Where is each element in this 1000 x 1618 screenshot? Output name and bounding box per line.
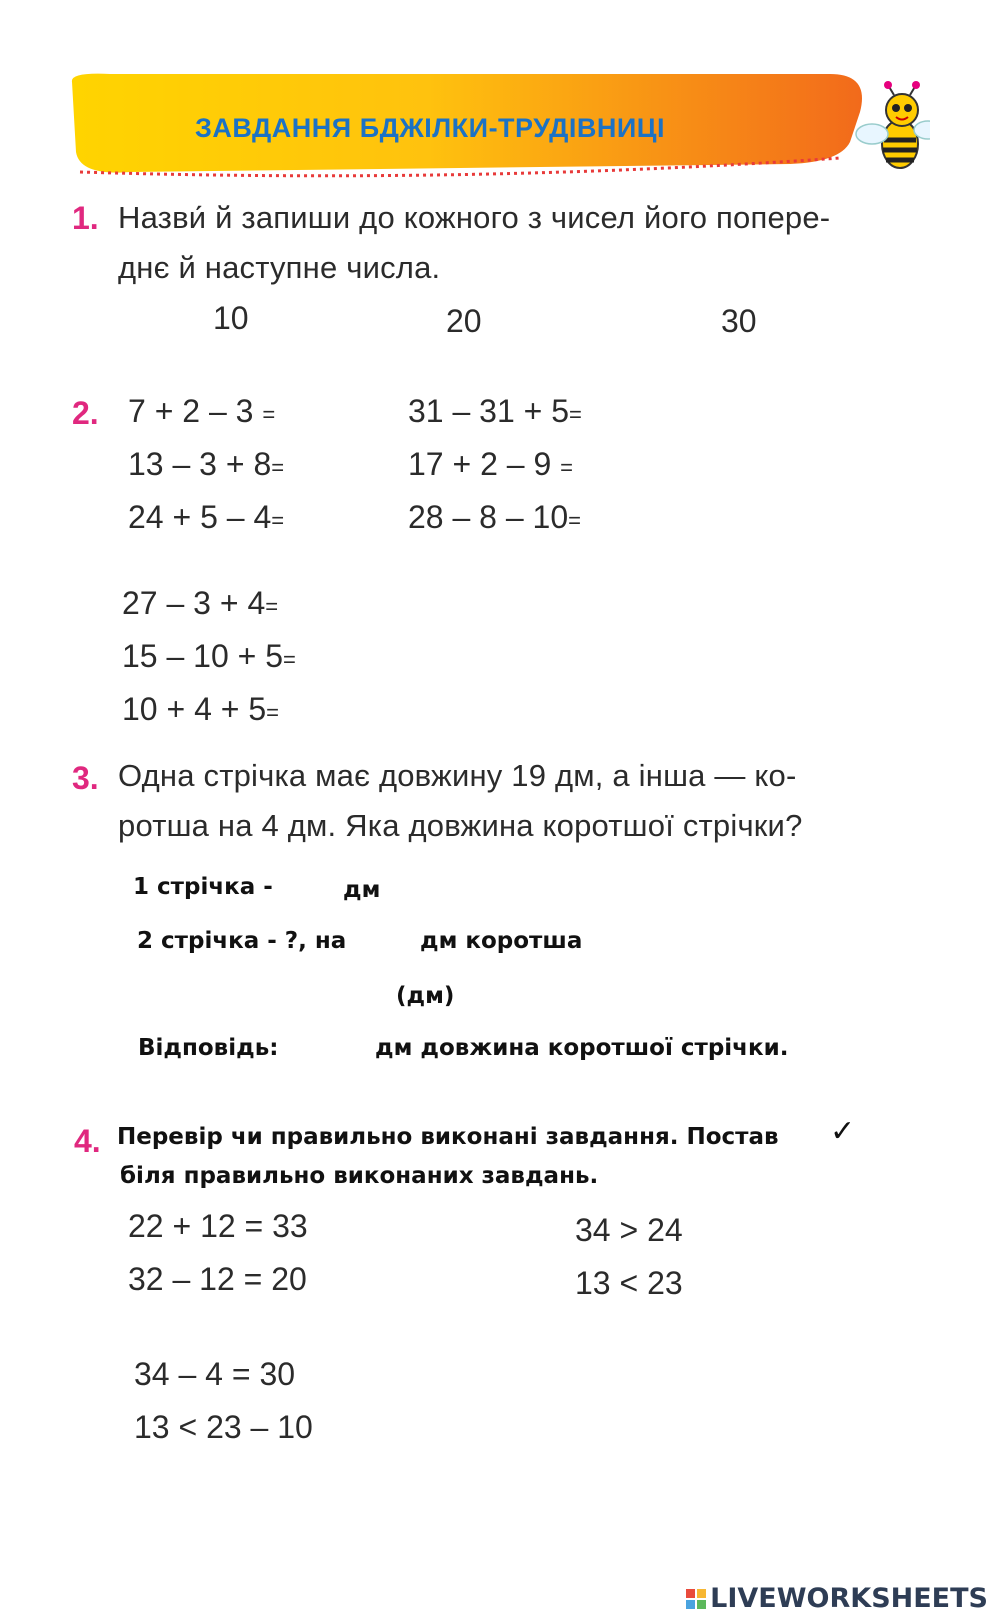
logo-icon (686, 1589, 706, 1609)
task4-statement: 13 < 23 (575, 1265, 683, 1301)
task4-statement: 22 + 12 = 33 (128, 1208, 308, 1244)
task2-expression: 17 + 2 – 9 = (408, 446, 573, 482)
task2-expression: 13 – 3 + 8= (128, 446, 285, 482)
task4-text-line1: Перевір чи правильно виконані завдання. Постав (117, 1124, 779, 1150)
task2-expression: 31 – 31 + 5= (408, 393, 582, 429)
ribbon1-unit: дм (343, 877, 381, 903)
solution-unit: (дм) (396, 983, 455, 1009)
task1-number-10: 10 (213, 300, 249, 336)
page-title: ЗАВДАННЯ БДЖІЛКИ-ТРУДІВНИЦІ (195, 113, 665, 143)
task2-expression: 24 + 5 – 4= (128, 499, 285, 535)
task2-expression: 10 + 4 + 5= (122, 691, 279, 727)
task1-text-line2: днє й наступне числа. (118, 250, 441, 285)
task3-text-line2: ротша на 4 дм. Яка довжина коротшої стрічки? (118, 808, 803, 843)
task4-statement: 32 – 12 = 20 (128, 1261, 307, 1297)
task3-text-line1: Одна стрічка має довжину 19 дм, а інша — ко- (118, 758, 797, 793)
brand-text: LIVEWORKSHEETS (710, 1583, 988, 1614)
ribbon2-label: 2 стрічка - ?, на (137, 928, 347, 954)
task1-number-20: 20 (446, 303, 482, 339)
task4-statement: 34 > 24 (575, 1212, 683, 1248)
task1-number-30: 30 (721, 303, 757, 339)
task2-expression: 27 – 3 + 4= (122, 585, 279, 621)
task1-number: 1. (72, 200, 99, 236)
answer-label: Відповідь: (138, 1035, 279, 1061)
task3-number: 3. (72, 760, 99, 796)
task2-number: 2. (72, 395, 99, 431)
task2-expression: 28 – 8 – 10= (408, 499, 581, 535)
answer-text: дм довжина коротшої стрічки. (375, 1035, 789, 1061)
bee-icon (856, 81, 930, 168)
task4-number: 4. (74, 1123, 101, 1159)
task4-text-line2: біля правильно виконаних завдань. (120, 1163, 599, 1189)
check-mark-icon: ✓ (830, 1115, 856, 1148)
task4-statement: 13 < 23 – 10 (134, 1409, 313, 1445)
ribbon1-label: 1 стрічка - (133, 874, 273, 900)
task1-text-line1: Назви́ й запиши до кожного з чисел його попере- (118, 200, 831, 235)
task2-expression: 15 – 10 + 5= (122, 638, 296, 674)
ribbon2-unit: дм коротша (420, 928, 583, 954)
liveworksheets-logo (686, 1583, 988, 1614)
task2-expression: 7 + 2 – 3 = (128, 393, 276, 429)
task4-statement: 34 – 4 = 30 (134, 1356, 296, 1392)
